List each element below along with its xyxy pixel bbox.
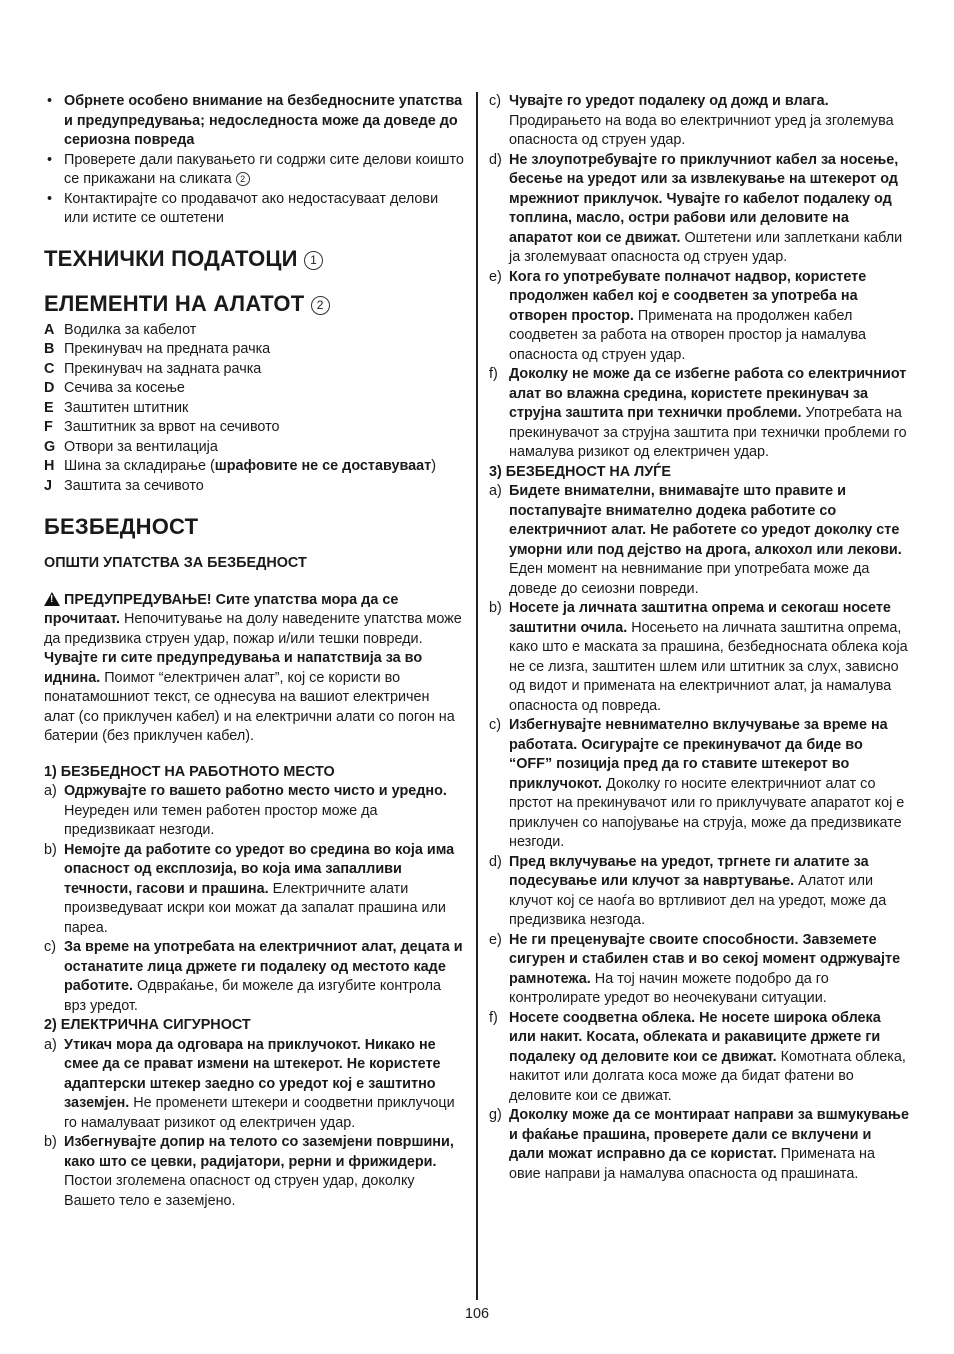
safety-item (44, 1133, 464, 1211)
safety-heading: БЕЗБЕДНОСТ (44, 514, 199, 539)
item-bold: Носете ја личната заштитна опрема и секогаш носете заштитни очила. (509, 600, 891, 636)
item-bold: Немојте да работите со уредот во средина во која има опасност од експлозија, во која има запалливи течности, гасови и прашина. (64, 841, 455, 897)
item-text: Електричните алати произведуваат искри кои можат да запалат прашина или пареа. (64, 880, 446, 936)
element-key: D (44, 380, 55, 396)
element-text: Прекинувач на предната рачка (64, 341, 271, 357)
element-item (44, 360, 464, 380)
item-key: a) (44, 783, 57, 799)
item-bold: Кога го употребувате полначот надвор, користете продолжен кабел кој е соодветен за употреба на отворен простор. (509, 268, 867, 324)
item-key: e) (489, 931, 502, 948)
left-column (44, 92, 464, 1211)
item-text: Неуреден или темен работен простор може да предизвикаат незгоди. (64, 802, 378, 838)
safety-item (489, 92, 909, 151)
safety-item (489, 931, 909, 1009)
safety-item (489, 365, 909, 463)
section2-continued-list (489, 92, 909, 463)
element-text: Заштитник за врвот на сечивото (64, 419, 280, 435)
bullet-item (44, 151, 464, 190)
item-key: d) (489, 853, 502, 870)
safety-item (489, 599, 909, 716)
section3-heading: 3) БЕЗБЕДНОСТ НА ЛУЃЕ (489, 463, 671, 480)
item-text: На тој начин можете подобро да го контролирате уредот во неочекувани ситуации. (509, 970, 829, 1006)
item-bold: Пред вклучување на уредот, тргнете ги алатите за подесување или клучот за навртување. (509, 853, 869, 889)
safety-item (44, 841, 464, 939)
intro-bullets (44, 92, 464, 229)
element-item (44, 418, 464, 438)
element-text: Отвори за вентилација (64, 438, 218, 455)
item-key: c) (44, 939, 56, 955)
bullet-bold: Обрнете особено внимание на безбедносните упатства и предупредувања; недоследноста може да доведе до сериозна повреда (64, 93, 463, 148)
item-text: Постои зголемена опасност од струен удар, доколку Вашето тело е заземјено. (64, 1173, 415, 1209)
item-key: b) (44, 1134, 57, 1150)
item-bold: Избегнувајте невнимателно вклучување за време на работата. Осигурајте се прекинувачот да биде во “OFF” позиција пред да го ставите штекерот во приклучокот. (509, 717, 888, 792)
section1-heading: 1) БЕЗБЕДНОСТ НА РАБОТНОТО МЕСТО (44, 763, 335, 780)
element-key: C (44, 360, 55, 377)
element-item (44, 399, 464, 419)
item-text: Оштетени или заплеткани кабли ја зголемуваат опасноста од струен удар. (509, 229, 903, 265)
safety-item (489, 853, 909, 931)
warning-icon (44, 592, 60, 606)
element-item (44, 477, 464, 497)
element-item (44, 457, 464, 477)
bullet-text: Контактирајте со продавачот ако недостасуваат делови или истите се оштетени (64, 190, 439, 226)
item-key: f) (489, 1009, 498, 1026)
element-item (44, 321, 464, 341)
item-bold: Доколку не може да се избегне работа со електричниот алат во влажна средина, користете прекинувач за струјна заштита при технички проблеми. (509, 366, 907, 421)
safety-item (489, 1106, 909, 1184)
element-item (44, 379, 464, 399)
item-key: b) (44, 841, 57, 858)
item-text: Примената на продолжен кабел соодветен за работа на отворен простор ја намалува опасноста од струен удар. (509, 307, 867, 363)
element-key: G (44, 438, 56, 455)
safety-item (489, 268, 909, 366)
element-key: F (44, 419, 53, 435)
safety-item (44, 1036, 464, 1134)
safety-item (44, 938, 464, 1016)
element-key: E (44, 399, 54, 416)
safety-item (489, 151, 909, 268)
element-text: Прекинувач на задната рачка (64, 360, 262, 377)
safety-item (489, 716, 909, 853)
item-bold: Одржувајте го вашето работно место чисто и уредно. (64, 783, 447, 799)
item-bold: Доколку може да се монтираат направи за вшмукување и фаќање прашина, проверете дали се вклучени и дали можат исправно да се користат. (509, 1107, 909, 1162)
column-divider (476, 92, 478, 1300)
item-bold: Носете соодветна облека. Не носете широка облека или накит. Косата, облеката и ракавиците држете ги подалеку од деловите кои се движат. (509, 1009, 881, 1065)
item-text: Примената на овие направи ја намалува опасноста од прашината. (509, 1146, 875, 1182)
item-text: Доколку го носите електричниот алат со прстот на прекинувачот или го приклучувате апаратот кој е приклучен со напојување на струја, може да предизвикате незгоди. (509, 775, 905, 850)
item-key: e) (489, 268, 502, 285)
element-note: шрафовите не се доставуваат (214, 458, 432, 474)
item-key: f) (489, 366, 498, 382)
section1-list (44, 782, 464, 1016)
element-item (44, 438, 464, 458)
item-text: Продирањето на вода во електричниот уред ја зголемува опасноста од струен удар. (509, 112, 894, 148)
item-text: Одвраќање, би можеле да изгубите контрола врз уредот. (64, 978, 441, 1014)
element-key: H (44, 458, 55, 474)
right-column (489, 92, 909, 1184)
general-safety-heading: ОПШТИ УПАТСТВА ЗА БЕЗБЕДНОСТ (44, 555, 307, 571)
element-text: Заштита за сечивото (64, 477, 204, 494)
item-text: Алатот или клучот кој се наоѓа во вртливиот дел на уредот, може да предизвика незгода. (509, 873, 887, 928)
bullet-item (44, 190, 464, 229)
warning-paragraph: !ПРЕДУПРЕДУВАЊЕ! Сите упатства мора да се прочитаат. Непочитување на долу наведените упатства може да предизвика струен удар, пожар и/или тешки повреди. Чувајте ги сите предупредувања и напатствија за во иднина. Поимот “електричен алат”, кој се користи во понатамошниот текст, се однесува на вашиот електричен алат (со приклучен кабел) и на електрични алати со погон на батерии (без приклучен кабел). (44, 591, 464, 747)
item-text: Комотната облека, накитот или долгата коса може да бидат фатени во деловите кои се движат. (509, 1048, 906, 1104)
element-key: A (44, 321, 55, 338)
item-bold: Не ги преценувајте своите способности. Завземете сигурен и стабилен став и во секој момент одржувајте рамнотежа. (509, 931, 901, 987)
item-key: a) (489, 483, 502, 499)
element-text: Сечива за косење (64, 380, 185, 396)
figure-ref-2: 2 (311, 296, 330, 315)
item-bold: Бидете внимателни, внимавајте што правите и постапувајте внимателно додека работите со електричниот алат. Не работете со уредот доколку сте уморни или под дејство на дрога, алкохол или лекови. (509, 483, 902, 558)
safety-item (44, 782, 464, 841)
element-key: J (44, 477, 53, 494)
safety-item (489, 1009, 909, 1107)
item-key: c) (489, 93, 501, 109)
element-key: B (44, 341, 55, 357)
section3-list (489, 482, 909, 1184)
figure-ref: 2 (236, 172, 250, 186)
item-key: b) (489, 600, 502, 616)
item-bold: Избегнувајте допир на телото со заземјени површини, како што се цевки, радијатори, рерни и фрижидери. (64, 1134, 454, 1170)
tool-elements-heading: ЕЛЕМЕНТИ НА АЛАТОТ 2 (44, 291, 464, 317)
element-tail: ) (431, 458, 436, 474)
tech-data-heading: ТЕХНИЧКИ ПОДАТОЦИ 1 (44, 246, 464, 272)
item-key: d) (489, 151, 502, 168)
item-bold: Утикач мора да одговара на приклучокот. Никако не смее да се прават измени на штекерот. Не користете адаптерски штекер заедно со уредот кој е заштитно заземјен. (64, 1036, 441, 1111)
bullet-text: Проверете дали пакувањето ги содржи сите делови коишто се прикажани на сликата (64, 151, 464, 187)
figure-ref-1: 1 (304, 251, 323, 270)
item-text: Употребата на прекинувачот за струјна заштита при технички проблеми го намалува ризикот од електричен удар. (509, 405, 907, 460)
item-bold: За време на употребата на електричниот алат, децата и останатите лица држете ги подалеку од местото каде работите. (64, 939, 463, 994)
item-text: Еден момент на невнимание при употребата може да доведе до сеиозни повреди. (509, 561, 870, 597)
element-text: Водилка за кабелот (64, 321, 197, 338)
item-text: Носењето на личната заштитна опрема, како што е маската за прашина, безбедносната облека која не се лизга, заштитен шлем или штитник за слух, зависно од видот и примената на електричниот алат, ја намалува опасноста од повреда. (509, 619, 908, 714)
safety-item (489, 482, 909, 599)
bullet-item (44, 92, 464, 151)
page-number: 106 (464, 1306, 489, 1322)
element-text: Заштитен штитник (64, 399, 189, 416)
item-bold: Чувајте го уредот подалеку од дожд и влага. (509, 93, 829, 109)
elements-list (44, 321, 464, 497)
item-key: g) (489, 1107, 502, 1123)
element-item (44, 340, 464, 360)
item-key: c) (489, 717, 501, 733)
item-bold: Не злоупотребувајте го приклучниот кабел за носење, бесење на уредот или за извлекување на штекерот од мрежниот приклучок. Чувајте го кабелот подалеку од топлина, масло, остри рабови или деловите на апаратот кои се движат. (509, 151, 899, 246)
item-text: Не променети штекери и соодветни приклучоци го намалуваат ризикот од електричен удар. (64, 1095, 455, 1131)
element-text: Шина за складирање ( (64, 458, 215, 474)
item-key: a) (44, 1036, 57, 1053)
section2-heading: 2) ЕЛЕКТРИЧНА СИГУРНОСТ (44, 1017, 251, 1033)
section2-list (44, 1036, 464, 1212)
